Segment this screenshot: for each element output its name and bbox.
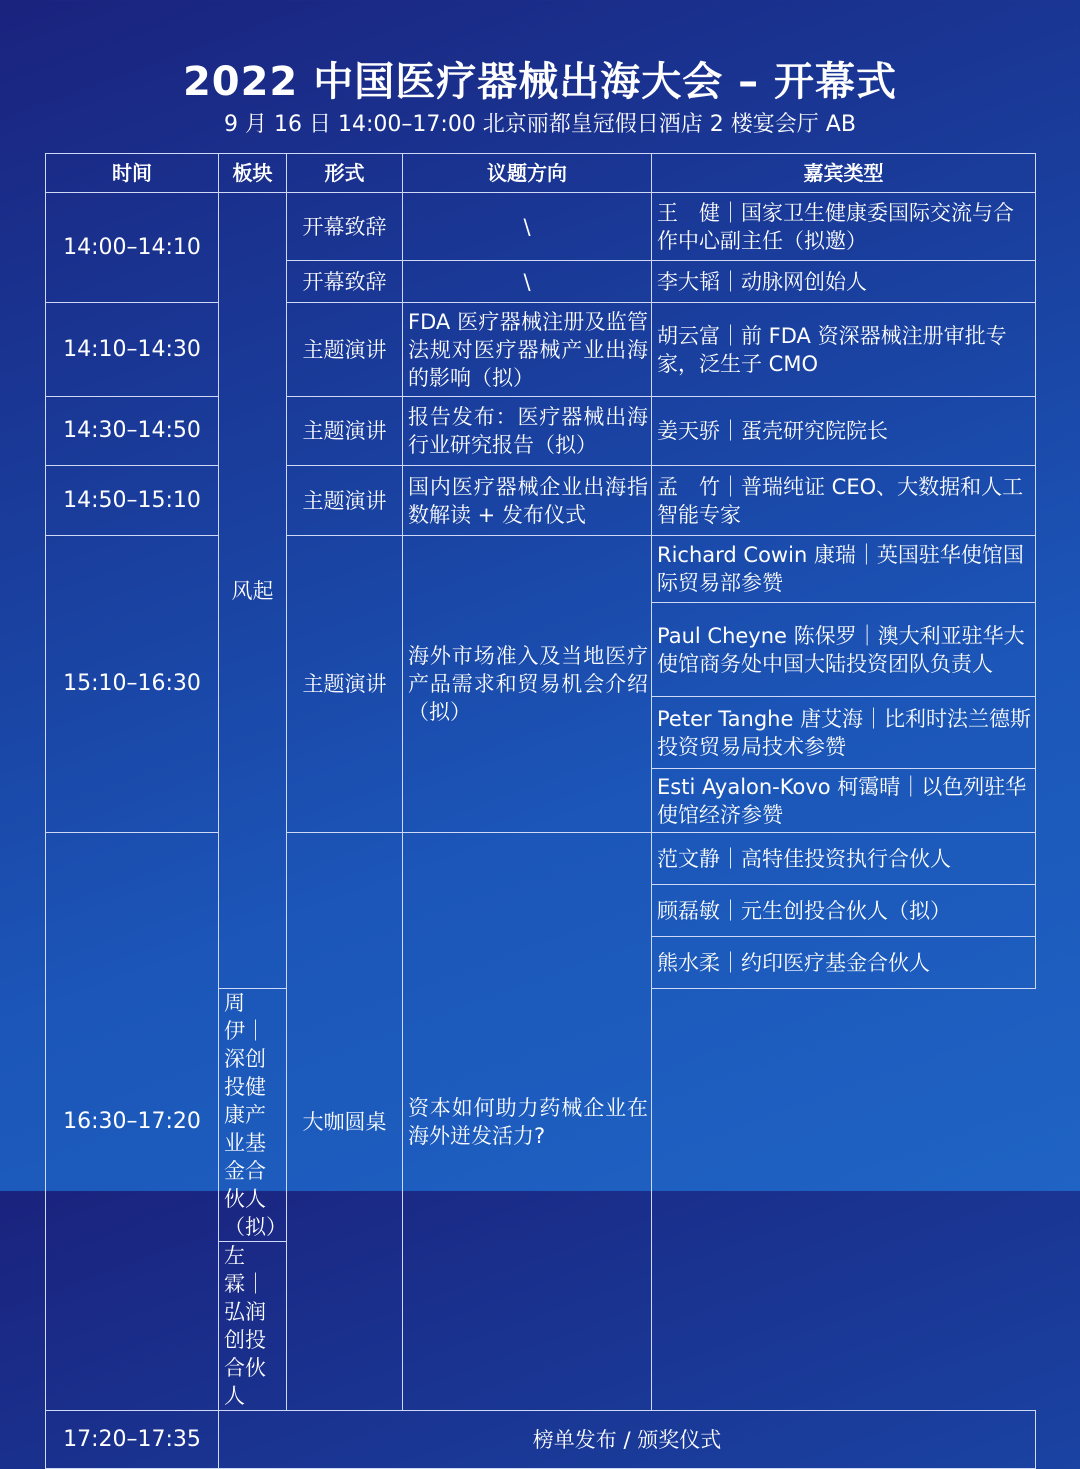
agenda-table xyxy=(45,153,1036,1469)
time-cell: 15:10–16:30 xyxy=(46,536,219,833)
format-cell: 主题演讲 xyxy=(287,466,403,536)
time-cell: 14:00–14:10 xyxy=(46,193,219,303)
guest-cell: 周 伊｜深创投健康产业基金合伙人（拟） xyxy=(219,989,287,1242)
format-cell: 主题演讲 xyxy=(287,536,403,833)
guest-cell: 姜天骄｜蛋壳研究院院长 xyxy=(652,397,1036,466)
guest-cell: 李大韬｜动脉网创始人 xyxy=(652,261,1036,303)
table-row xyxy=(46,833,1036,885)
table-row xyxy=(46,1411,1036,1469)
guest-cell: 左 霖｜弘润创投合伙人 xyxy=(219,1242,287,1411)
header-section: 板块 xyxy=(219,154,287,193)
table-row xyxy=(46,466,1036,536)
table-row xyxy=(46,303,1036,397)
time-cell: 14:30–14:50 xyxy=(46,397,219,466)
time-cell: 14:10–14:30 xyxy=(46,303,219,397)
topic-cell: FDA 医疗器械注册及监管法规对医疗器械产业出海的影响（拟） xyxy=(403,303,652,397)
event-cell: 榜单发布 / 颁奖仪式 xyxy=(219,1411,1036,1469)
format-cell: 开幕致辞 xyxy=(287,261,403,303)
guest-cell: Peter Tanghe 唐艾海｜比利时法兰德斯投资贸易局技术参赞 xyxy=(652,697,1036,769)
guest-cell: 顾磊敏｜元生创投合伙人（拟） xyxy=(652,885,1036,937)
topic-cell: \ xyxy=(403,193,652,261)
format-cell: 主题演讲 xyxy=(287,397,403,466)
table-row xyxy=(46,193,1036,261)
format-cell: 主题演讲 xyxy=(287,303,403,397)
topic-cell: \ xyxy=(403,261,652,303)
time-cell: 17:20–17:35 xyxy=(46,1411,219,1469)
guest-cell: 王 健｜国家卫生健康委国际交流与合作中心副主任（拟邀） xyxy=(652,193,1036,261)
guest-cell: 胡云富｜前 FDA 资深器械注册审批专家，泛生子 CMO xyxy=(652,303,1036,397)
page-title: 2022 中国医疗器械出海大会 – 开幕式 xyxy=(182,59,898,105)
section-cell: 风起 xyxy=(219,193,287,989)
topic-cell: 报告发布：医疗器械出海行业研究报告（拟） xyxy=(403,397,652,466)
header-time: 时间 xyxy=(46,154,219,193)
guest-cell: 孟 竹｜普瑞纯证 CEO、大数据和人工智能专家 xyxy=(652,466,1036,536)
guest-cell: Richard Cowin 康瑞｜英国驻华使馆国际贸易部参赞 xyxy=(652,536,1036,603)
header-format: 形式 xyxy=(287,154,403,193)
event-date-venue: 9 月 16 日 14:00–17:00 北京丽都皇冠假日酒店 2 楼宴会厅 AB xyxy=(224,112,856,137)
header-topic: 议题方向 xyxy=(403,154,652,193)
format-cell: 开幕致辞 xyxy=(287,193,403,261)
topic-cell: 海外市场准入及当地医疗产品需求和贸易机会介绍（拟） xyxy=(403,536,652,833)
table-header-row xyxy=(46,154,1036,193)
table-row xyxy=(46,397,1036,466)
time-cell: 16:30–17:20 xyxy=(46,833,219,1411)
topic-cell: 国内医疗器械企业出海指数解读 + 发布仪式 xyxy=(403,466,652,536)
topic-cell: 资本如何助力药械企业在海外迸发活力? xyxy=(403,833,652,1411)
guest-cell: Paul Cheyne 陈保罗｜澳大利亚驻华大使馆商务处中国大陆投资团队负责人 xyxy=(652,603,1036,697)
time-cell: 14:50–15:10 xyxy=(46,466,219,536)
header-guest: 嘉宾类型 xyxy=(652,154,1036,193)
guest-cell: 范文静｜高特佳投资执行合伙人 xyxy=(652,833,1036,885)
guest-cell: Esti Ayalon-Kovo 柯霭晴｜以色列驻华使馆经济参赞 xyxy=(652,769,1036,833)
guest-cell: 熊水柔｜约印医疗基金合伙人 xyxy=(652,937,1036,989)
format-cell: 大咖圆桌 xyxy=(287,833,403,1411)
table-row xyxy=(46,536,1036,603)
